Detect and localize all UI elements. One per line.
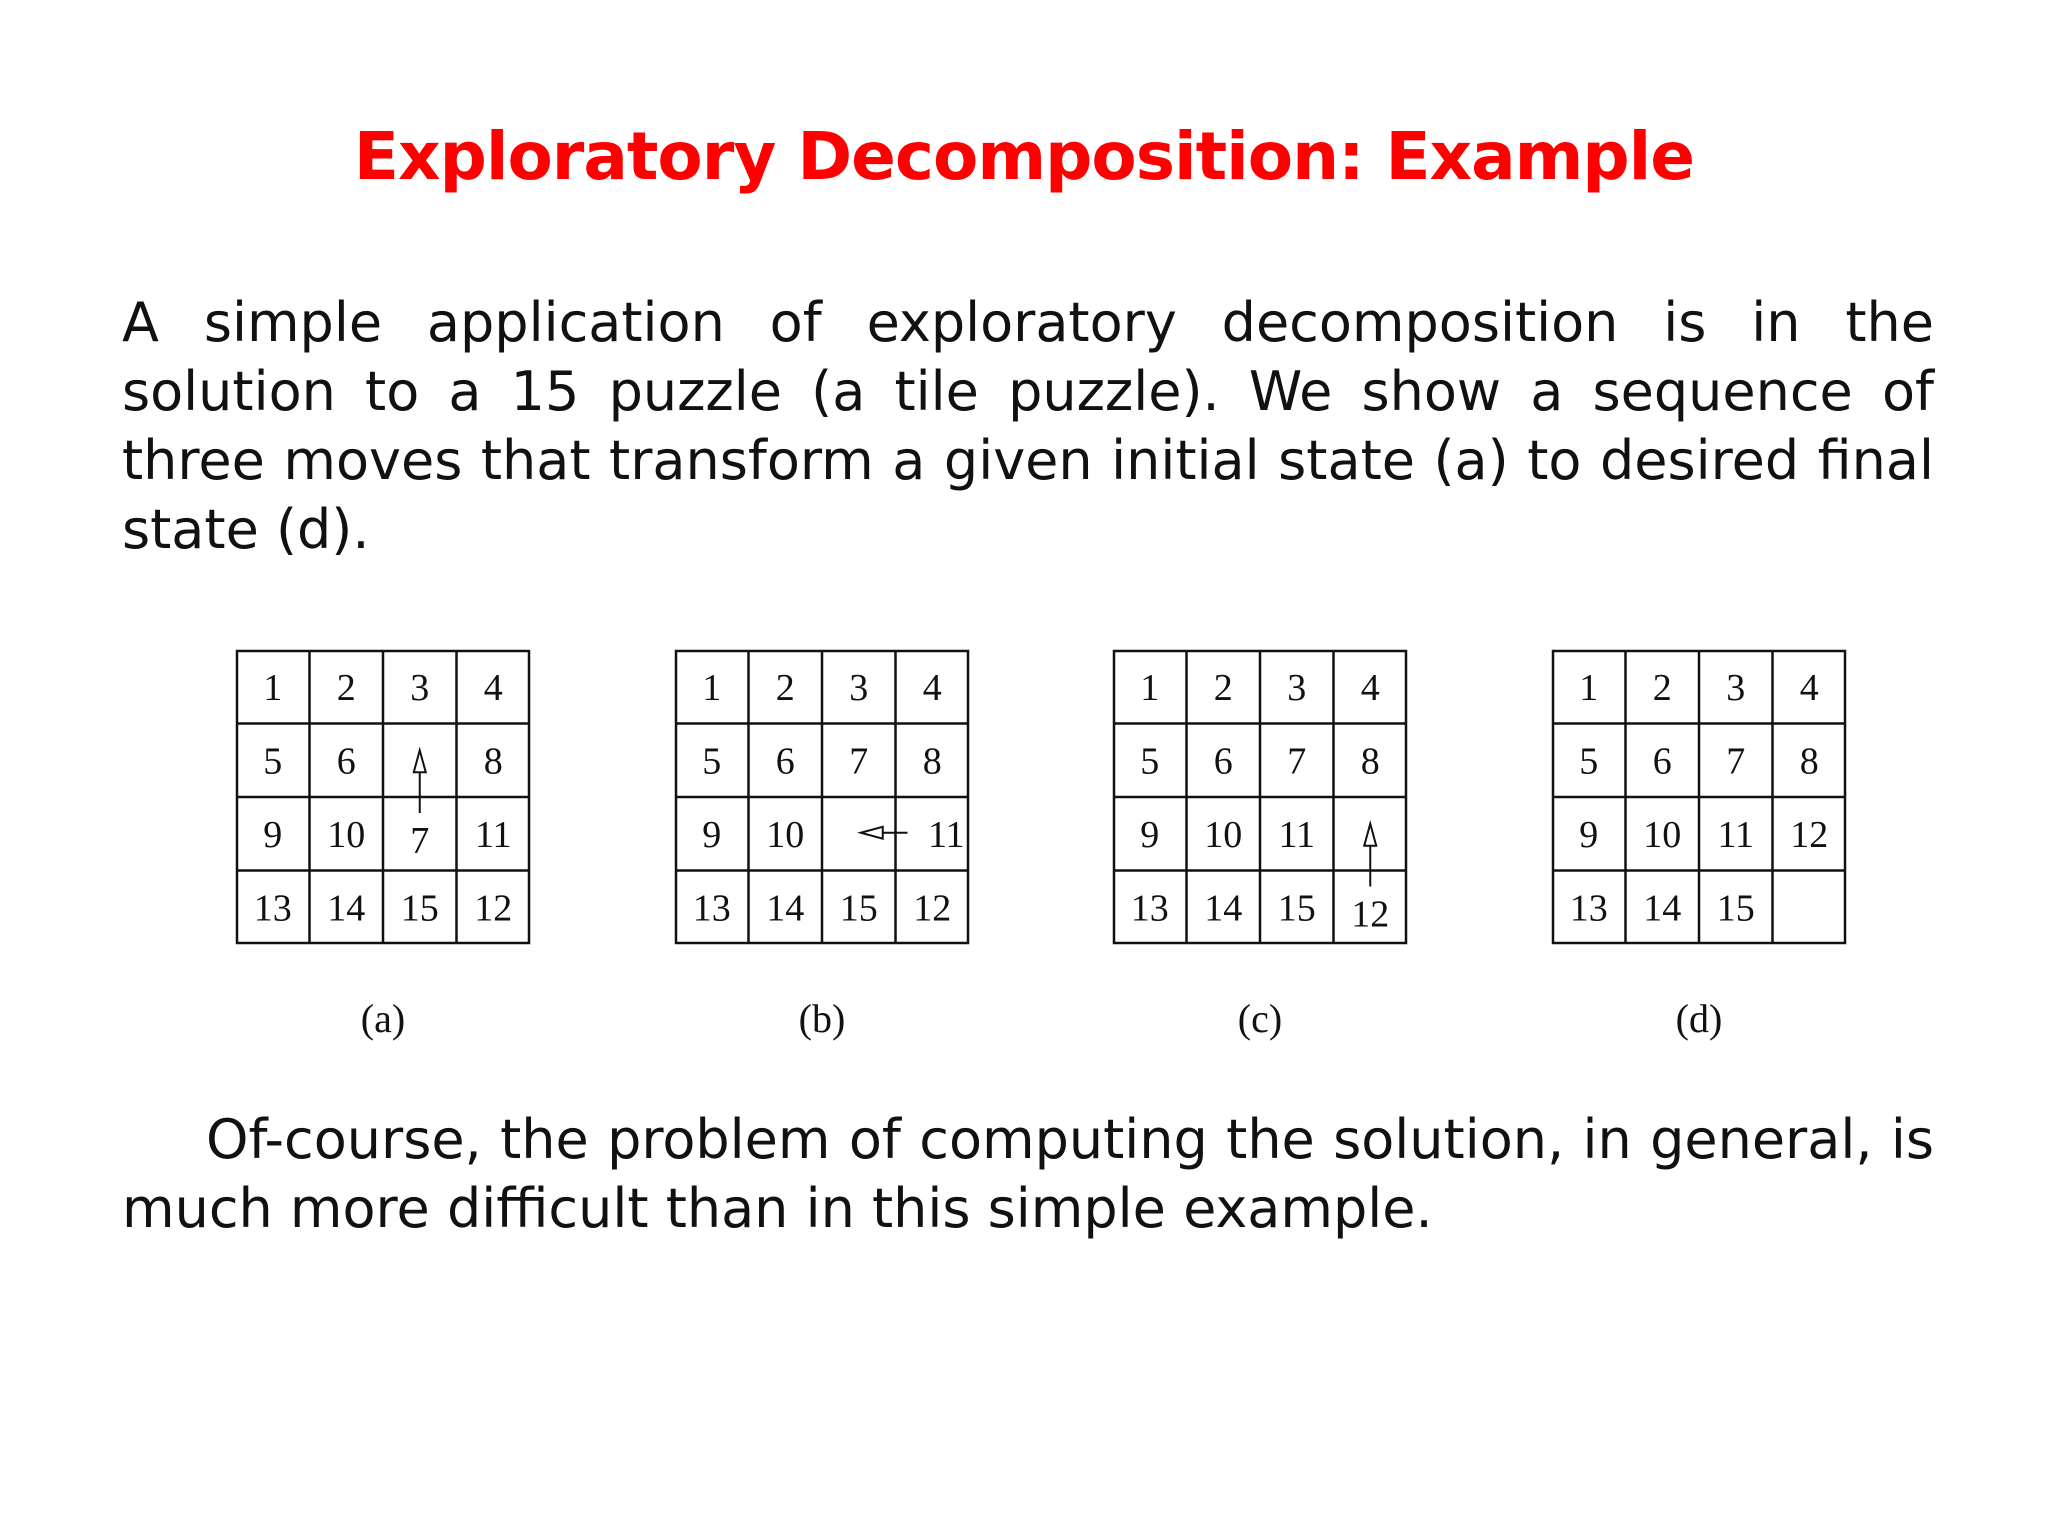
tile-b-2: 2 xyxy=(775,666,795,709)
tile-c-6: 6 xyxy=(1213,740,1233,783)
puzzle-grid-a xyxy=(236,650,530,944)
puzzle-figures xyxy=(0,650,2048,1070)
tile-c-12: 12 xyxy=(1351,893,1390,936)
tile-d-1: 1 xyxy=(1579,666,1599,709)
tile-b-12: 12 xyxy=(913,887,952,930)
tile-d-13: 13 xyxy=(1569,887,1608,930)
tile-c-2: 2 xyxy=(1213,666,1233,709)
tile-c-9: 9 xyxy=(1140,813,1160,856)
tile-a-8: 8 xyxy=(483,740,503,783)
tile-d-11: 11 xyxy=(1717,813,1755,856)
tile-d-14: 14 xyxy=(1643,887,1682,930)
tile-b-11: 11 xyxy=(927,813,965,856)
tile-d-12: 12 xyxy=(1790,813,1829,856)
tile-a-12: 12 xyxy=(474,887,513,930)
tile-c-13: 13 xyxy=(1130,887,1169,930)
tile-a-4: 4 xyxy=(483,666,503,709)
tile-d-4: 4 xyxy=(1799,666,1819,709)
tile-d-2: 2 xyxy=(1652,666,1672,709)
tile-b-6: 6 xyxy=(775,740,795,783)
puzzle-grid-c xyxy=(1113,650,1407,944)
tile-c-11: 11 xyxy=(1278,813,1316,856)
tile-a-5: 5 xyxy=(263,740,283,783)
tile-b-14: 14 xyxy=(766,887,805,930)
tile-d-6: 6 xyxy=(1652,740,1672,783)
puzzle-grid-d xyxy=(1552,650,1846,944)
puzzle-state-b xyxy=(675,650,969,944)
tile-a-14: 14 xyxy=(327,887,366,930)
tile-b-4: 4 xyxy=(922,666,942,709)
move-arrow-c-head xyxy=(1364,824,1376,846)
caption-c: (c) xyxy=(1237,996,1283,1041)
tile-c-4: 4 xyxy=(1360,666,1380,709)
tile-b-3: 3 xyxy=(849,666,869,709)
closing-paragraph: Of-course, the problem of computing the solution, in general, is much more difficult than in this simple example. xyxy=(122,1108,1934,1240)
tile-b-9: 9 xyxy=(702,813,722,856)
tile-a-2: 2 xyxy=(336,666,356,709)
tile-d-7: 7 xyxy=(1726,740,1746,783)
caption-a: (a) xyxy=(360,996,406,1041)
tile-c-5: 5 xyxy=(1140,740,1160,783)
tile-a-6: 6 xyxy=(336,740,356,783)
tile-c-3: 3 xyxy=(1287,666,1307,709)
tile-b-5: 5 xyxy=(702,740,722,783)
tile-d-5: 5 xyxy=(1579,740,1599,783)
caption-b: (b) xyxy=(798,996,846,1041)
move-arrow-a-head xyxy=(414,750,426,772)
puzzle-state-a xyxy=(236,650,530,944)
tile-a-3: 3 xyxy=(410,666,430,709)
tile-d-8: 8 xyxy=(1799,740,1819,783)
intro-paragraph: A simple application of exploratory decomposition is in the solution to a 15 puzzle (a tile puzzle). We show a sequence of three moves that transform a given initial state (a) to desired final state (d). xyxy=(122,291,1934,561)
tile-a-10: 10 xyxy=(327,813,366,856)
tile-c-1: 1 xyxy=(1140,666,1160,709)
tile-a-13: 13 xyxy=(253,887,292,930)
tile-b-10: 10 xyxy=(766,813,805,856)
tile-c-7: 7 xyxy=(1287,740,1307,783)
tile-b-8: 8 xyxy=(922,740,942,783)
tile-d-10: 10 xyxy=(1643,813,1682,856)
tile-d-9: 9 xyxy=(1579,813,1599,856)
tile-d-3: 3 xyxy=(1726,666,1746,709)
tile-a-9: 9 xyxy=(263,813,283,856)
tile-c-14: 14 xyxy=(1204,887,1243,930)
tile-a-7: 7 xyxy=(410,819,430,862)
tile-a-11: 11 xyxy=(474,813,512,856)
tile-b-13: 13 xyxy=(692,887,731,930)
slide-title: Exploratory Decomposition: Example xyxy=(353,118,1695,195)
tile-d-15: 15 xyxy=(1716,887,1755,930)
tile-b-1: 1 xyxy=(702,666,722,709)
move-arrow-b-head xyxy=(861,827,883,839)
tile-c-10: 10 xyxy=(1204,813,1243,856)
tile-a-15: 15 xyxy=(400,887,439,930)
tile-b-7: 7 xyxy=(849,740,869,783)
tile-c-15: 15 xyxy=(1277,887,1316,930)
tile-a-1: 1 xyxy=(263,666,283,709)
puzzle-state-d xyxy=(1552,650,1846,944)
puzzle-grid-b xyxy=(675,650,969,944)
tile-b-15: 15 xyxy=(839,887,878,930)
puzzle-state-c xyxy=(1113,650,1407,944)
caption-d: (d) xyxy=(1675,996,1723,1041)
tile-c-8: 8 xyxy=(1360,740,1380,783)
